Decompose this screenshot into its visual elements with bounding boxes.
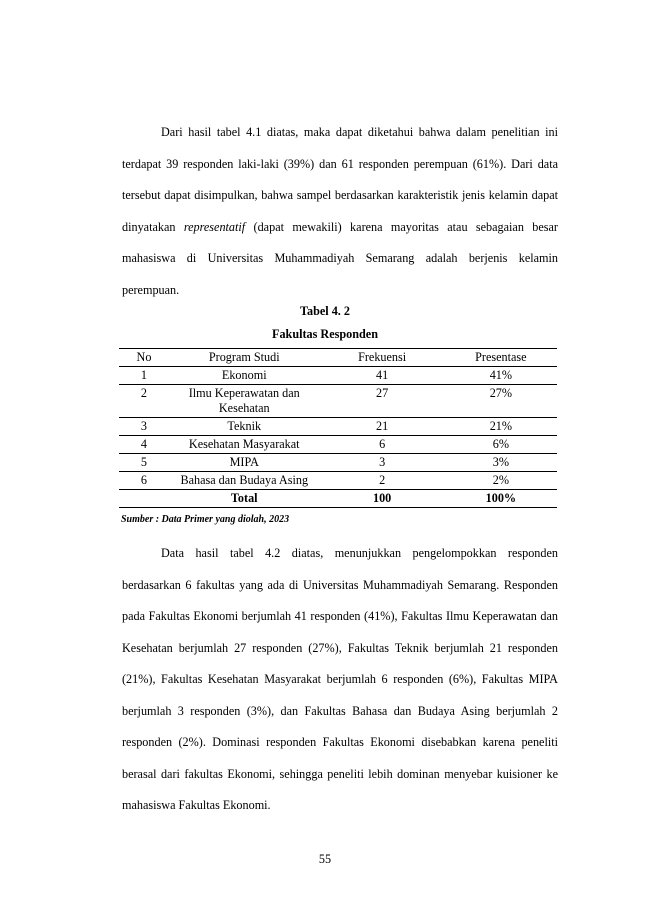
table-total-row [119,490,557,508]
cell-program-line1: Ilmu Keperawatan dan [188,386,300,400]
cell-percentage: 2% [445,472,557,490]
cell-no: 6 [119,472,169,490]
header-frequency: Frekuensi [320,349,445,367]
header-percentage: Presentase [445,349,557,367]
header-no: No [119,349,169,367]
cell-no: 1 [119,367,169,385]
paragraph-2 [122,538,558,822]
table-row [119,418,557,436]
paragraph-1-text-b: (dapat mewakili) karena mayoritas atau sebagaian besar mahasiswa di Universitas Muhammadiyah Semarang adalah berjenis kelamin perempuan. [122,219,558,297]
cell-percentage: 21% [445,418,557,436]
page-number: 55 [318,852,332,866]
table-row [119,436,557,454]
paragraph-2-text: Data hasil tabel 4.2 diatas, menunjukkan pengelompokkan responden berdasarkan 6 fakultas yang ada di Universitas Muhammadiyah Semarang. Responden pada Fakultas Ekonomi berjumlah 41 responden (41%), Fakultas Ilmu Keperawatan dan Kesehatan berjumlah 27 responden (27%), Fakultas Teknik berjumlah 21 responden (21%), Fakultas Kesehatan Masyarakat berjumlah 6 responden (6%), Fakultas MIPA berjumlah 3 responden (3%), dan Fakultas Bahasa dan Budaya Asing berjumlah 2 responden (2%). Dominasi responden Fakultas Ekonomi disebabkan karena peneliti berasal dari fakultas Ekonomi, sehingga peneliti lebih dominan menyebar kuisioner ke mahasiswa Fakultas Ekonomi. [122,546,558,812]
cell-percentage: 3% [445,454,557,472]
cell-frequency: 21 [320,418,445,436]
table-row [119,367,557,385]
faculty-table [119,348,557,508]
cell-program-line2: Kesehatan [218,401,270,415]
cell-no: 5 [119,454,169,472]
cell-percentage: 41% [445,367,557,385]
cell-program [169,385,320,418]
cell-percentage: 27% [445,385,557,418]
total-percentage: 100% [445,490,557,508]
cell-frequency: 27 [320,385,445,418]
paragraph-1-text-a: Dari hasil tabel 4.1 diatas, maka dapat diketahui bahwa dalam penelitian ini terdapat 39 responden laki-laki (39%) dan 61 responden perempuan (61%). Dari data tersebut dapat disimpulkan, bahwa sampel berdasarkan karakteristik jenis kelamin dapat dinyatakan [122,125,558,234]
cell-frequency: 2 [320,472,445,490]
paragraph-1-italic-term: representatif [183,219,246,234]
cell-frequency: 41 [320,367,445,385]
cell-program: Teknik [169,418,320,436]
table-title: Fakultas Responden [272,327,378,341]
table-row [119,454,557,472]
cell-program: Ekonomi [169,367,320,385]
cell-percentage: 6% [445,436,557,454]
total-frequency: 100 [320,490,445,508]
cell-no: 2 [119,385,169,418]
cell-program: Bahasa dan Budaya Asing [169,472,320,490]
cell-frequency: 6 [320,436,445,454]
cell-no: 4 [119,436,169,454]
cell-empty [119,490,169,508]
cell-frequency: 3 [320,454,445,472]
total-label: Total [169,490,320,508]
cell-program: Kesehatan Masyarakat [169,436,320,454]
table-number: Tabel 4. 2 [299,304,350,318]
paragraph-1 [122,117,558,306]
header-program: Program Studi [169,349,320,367]
table-source: Sumber : Data Primer yang diolah, 2023 [121,514,290,525]
table-row [119,385,557,418]
cell-no: 3 [119,418,169,436]
table-header-row [119,349,557,367]
table-row [119,472,557,490]
cell-program: MIPA [169,454,320,472]
